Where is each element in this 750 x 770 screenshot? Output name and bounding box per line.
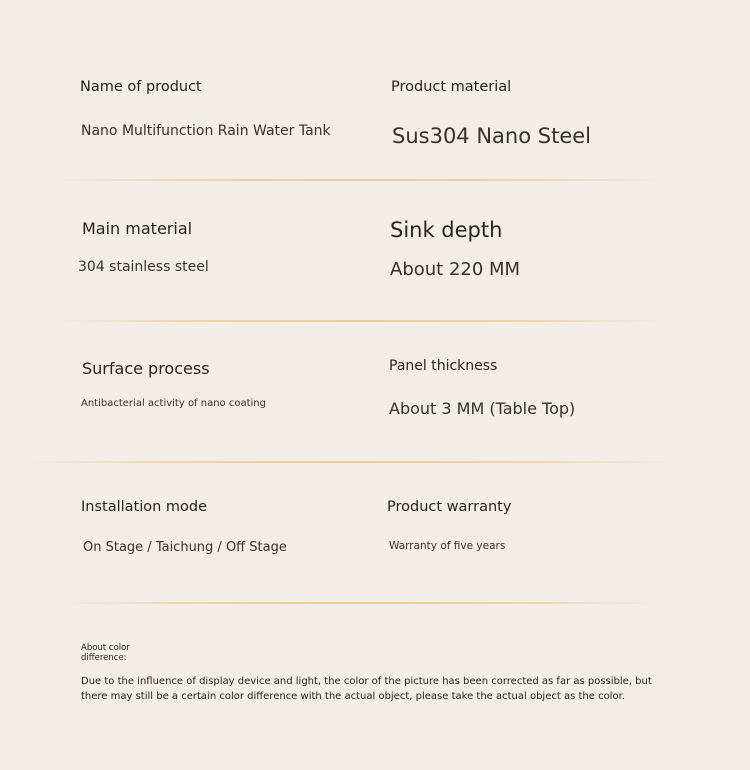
spec-value-panel-thickness: About 3 MM (Table Top) [389,399,576,418]
spec-label-product-warranty: Product warranty [387,499,512,515]
spec-value-main-material: 304 stainless steel [78,259,209,275]
spec-label-product-name: Name of product [80,79,202,95]
separator-line [60,602,660,604]
spec-label-product-material: Product material [391,79,512,95]
spec-value-product-name: Nano Multifunction Rain Water Tank [81,123,331,139]
spec-value-product-warranty: Warranty of five years [389,540,506,552]
separator-line [60,179,660,181]
spec-label-panel-thickness: Panel thickness [389,358,498,374]
color-difference-note-title: About color difference: [81,643,130,663]
spec-label-sink-depth: Sink depth [390,218,503,242]
spec-value-surface-process: Antibacterial activity of nano coating [81,398,266,409]
color-difference-note-body: Due to the influence of display device and light, the color of the picture has been corrected as far as possible, but there may still be a certain color difference with the actual object, please take the actual object as the color. [81,676,652,702]
spec-label-main-material: Main material [82,219,193,238]
spec-value-installation-mode: On Stage / Taichung / Off Stage [83,540,287,555]
spec-label-installation-mode: Installation mode [81,499,208,515]
separator-line [60,320,660,322]
spec-label-surface-process: Surface process [82,359,210,378]
separator-line [30,461,670,463]
spec-value-product-material: Sus304 Nano Steel [392,124,591,148]
spec-value-sink-depth: About 220 MM [390,259,521,280]
